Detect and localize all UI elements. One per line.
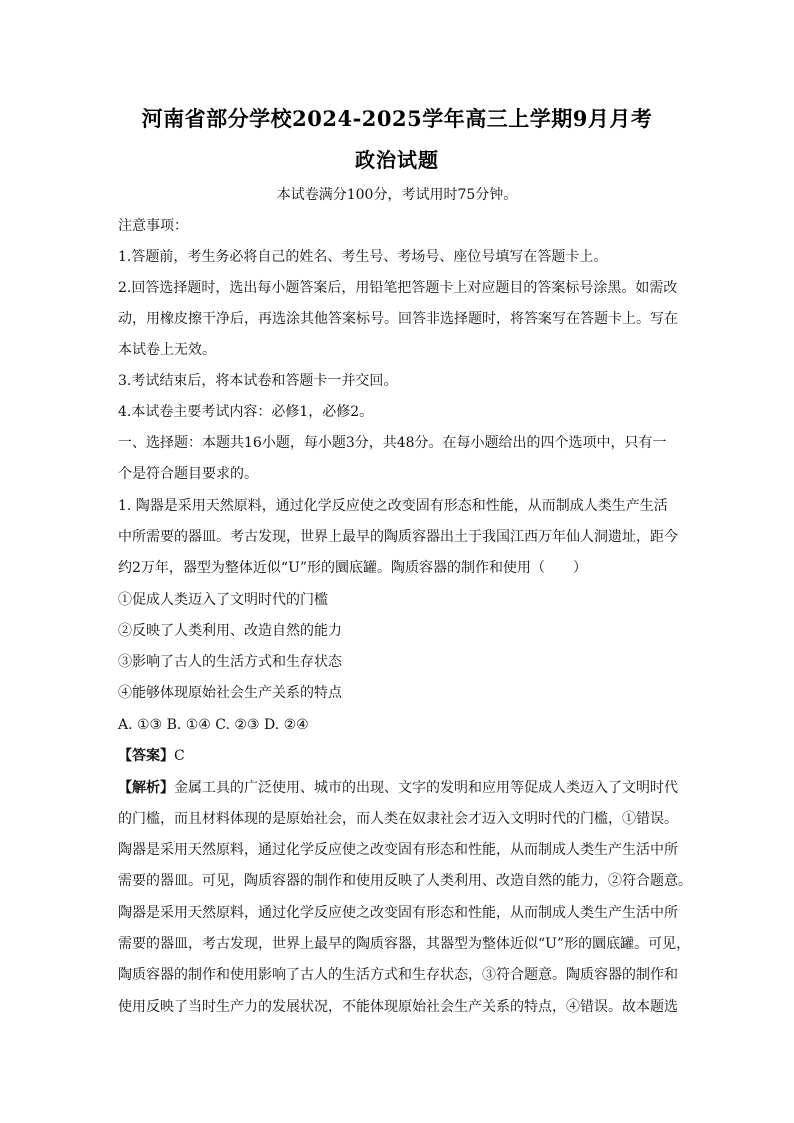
question-1-statement-1: ①促成人类迈入了文明时代的门槛 bbox=[118, 592, 328, 608]
analysis-line-5: 陶器是采用天然原料，通过化学反应使之改变固有形态和性能，从而制成人类生产生活中所 bbox=[118, 905, 678, 921]
notes-heading: 注意事项： bbox=[118, 218, 188, 234]
question-1-statement-4: ④能够体现原始社会生产关系的特点 bbox=[118, 685, 342, 701]
analysis-text-1: 金属工具的广泛使用、城市的出现、文字的发明和应用等促成人类迈入了文明时代 bbox=[174, 780, 678, 796]
note-2-line-2: 动，用橡皮擦干净后，再选涂其他答案标号。回答非选择题时，将答案写在答题卡上。写在 bbox=[118, 311, 678, 327]
exam-title: 河南省部分学校2024-2025学年高三上学期9月月考 bbox=[141, 106, 653, 131]
exam-subject: 政治试题 bbox=[355, 148, 439, 172]
question-1-stem-line-1: 1. 陶器是采用天然原料，通过化学反应使之改变固有形态和性能，从而制成人类生产生活 bbox=[118, 498, 668, 514]
answer-label: 【答案】 bbox=[118, 748, 174, 764]
answer-value: C bbox=[174, 748, 185, 764]
note-2-line-1: 2.回答选择题时，选出每小题答案后，用铅笔把答题卡上对应题目的答案标号涂黑。如需改 bbox=[118, 280, 678, 296]
note-1: 1.答题前，考生务必将自己的姓名、考生号、考场号、座位号填写在答题卡上。 bbox=[118, 249, 608, 265]
question-1-statement-3: ③影响了古人的生活方式和生存状态 bbox=[118, 654, 342, 670]
question-1-stem-line-2: 中所需要的器皿。考古发现，世界上最早的陶质容器出土于我国江西万年仙人洞遗址，距今 bbox=[118, 529, 678, 545]
analysis-line-8: 使用反映了当时生产力的发展状况，不能体现原始社会生产关系的特点，④错误。故本题选 bbox=[118, 999, 678, 1015]
analysis-line-1 bbox=[118, 778, 684, 798]
note-3: 3.考试结束后，将本试卷和答题卡一并交回。 bbox=[118, 373, 398, 389]
section-heading-line-1: 一、选择题：本题共16小题，每小题3分，共48分。在每小题给出的四个选项中，只有一 bbox=[118, 435, 667, 451]
question-1-stem-line-3: 约2万年，器型为整体近似“U”形的圜底罐。陶质容器的制作和使用（ ） bbox=[118, 560, 588, 576]
analysis-line-3: 陶器是采用天然原料，通过化学反应使之改变固有形态和性能，从而制成人类生产生活中所 bbox=[118, 842, 678, 858]
question-1-choices: A. ①③ B. ①④ C. ②③ D. ②④ bbox=[118, 717, 309, 733]
question-1-answer bbox=[118, 746, 684, 766]
analysis-line-2: 的门槛，而且材料体现的是原始社会，而人类在奴隶社会才迈入文明时代的门槛，①错误。 bbox=[118, 811, 678, 827]
analysis-line-6: 需要的器皿，考古发现，世界上最早的陶质容器，其器型为整体近似“U”形的圜底罐。可见， bbox=[118, 936, 691, 952]
note-2-line-3: 本试卷上无效。 bbox=[118, 342, 216, 358]
section-heading-line-2: 个是符合题目要求的。 bbox=[118, 466, 258, 482]
question-1-statement-2: ②反映了人类利用、改造自然的能力 bbox=[118, 623, 342, 639]
analysis-line-7: 陶质容器的制作和使用影响了古人的生活方式和生存状态，③符合题意。陶质容器的制作和 bbox=[118, 967, 678, 983]
note-4: 4.本试卷主要考试内容：必修1，必修2。 bbox=[118, 404, 374, 420]
exam-info: 本试卷满分100分，考试用时75分钟。 bbox=[276, 187, 518, 203]
analysis-label: 【解析】 bbox=[118, 780, 174, 796]
analysis-line-4: 需要的器皿。可见，陶质容器的制作和使用反映了人类利用、改造自然的能力，②符合题意。 bbox=[118, 873, 692, 889]
